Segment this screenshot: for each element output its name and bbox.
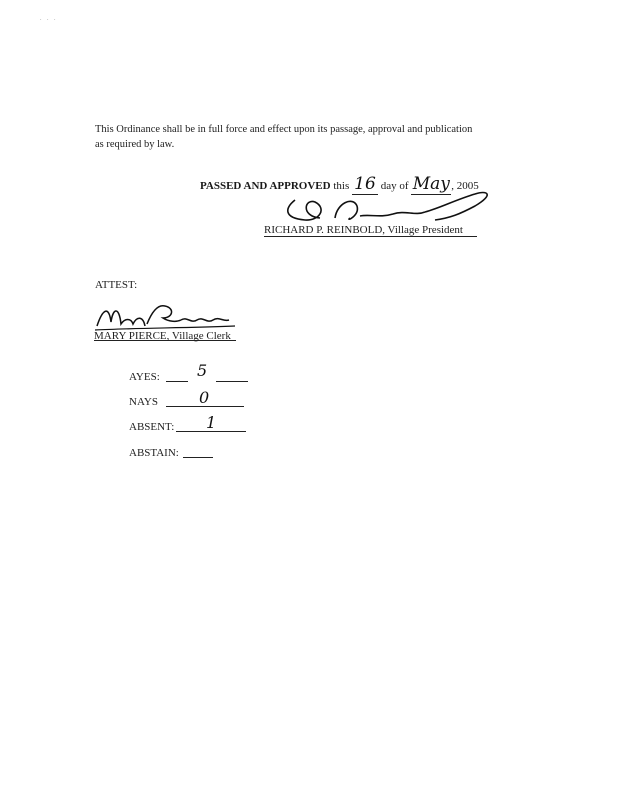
abstain-line [183,457,213,458]
clerk-name-title: MARY PIERCE, Village Clerk [94,330,231,342]
ordinance-text-line-2: as required by law. [95,139,175,150]
ayes-line-left [166,381,188,382]
abstain-label: ABSTAIN: [129,447,179,459]
absent-value: 1 [206,413,217,432]
president-name-title: RICHARD P. REINBOLD, Village President [264,224,463,236]
ordinance-text-line-1: This Ordinance shall be in full force and effect upon its passage, approval and publication [95,124,473,135]
president-signature-line [264,236,477,237]
this-word: this [333,180,350,192]
nays-label: NAYS [129,396,158,408]
ayes-line-right [216,381,248,382]
attest-label: ATTEST: [95,279,138,291]
day-value: 16 [352,174,378,195]
ayes-value: 5 [197,361,208,380]
corner-mark: . . . [40,16,58,22]
year-text: , 2005 [451,180,479,192]
nays-value: 0 [199,388,210,407]
month-value: May [412,174,450,194]
passed-and-approved-label: PASSED AND APPROVED [200,180,331,192]
ayes-label: AYES: [129,371,160,383]
absent-label: ABSENT: [129,421,175,433]
day-of-word: day of [380,180,409,192]
